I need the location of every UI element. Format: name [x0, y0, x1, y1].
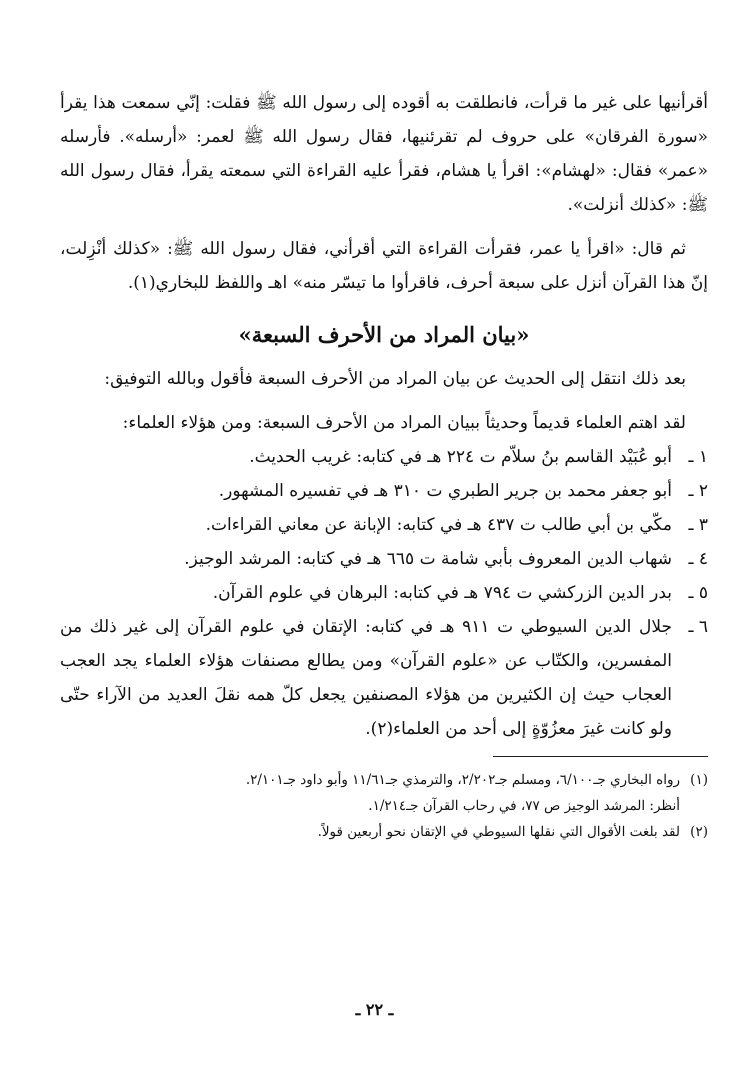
list-item-number: ٦ ـ — [688, 617, 708, 637]
paragraph-4: لقد اهتم العلماء قديماً وحديثاً ببيان المراد من الأحرف السبعة: ومن هؤلاء العلماء: — [122, 413, 686, 433]
footnote-number: (٢) — [690, 824, 708, 840]
list-item-text: شهاب الدين المعروف بأبي شامة ت ٦٦٥ هـ في كتابه: المرشد الوجيز. — [184, 549, 672, 569]
footnote-2 — [60, 819, 708, 845]
footnote-1 — [60, 767, 708, 793]
list-item — [60, 610, 708, 746]
paragraph-3: بعد ذلك انتقل إلى الحديث عن بيان المراد من الأحرف السبعة فأقول وبالله التوفيق: — [104, 369, 686, 389]
footnote-1-continuation: أنظر: المرشد الوجيز ص ٧٧، في رحاب القرآن جـ١/٢١٤. — [368, 798, 680, 814]
paragraph-2: ثم قال: «اقرأ يا عمر، فقرأت القراءة التي أقرأني، فقال رسول الله ﷺ: «كذلك أنْزِلت، إنّ هذا القرآن أنزل على سبعة أحرف، فاقرأوا ما تيسّر منه» اهـ واللفظ للبخاري(١). — [60, 239, 708, 293]
list-item-text: جلال الدين السيوطي ت ٩١١ هـ في كتابه: الإتقان في علوم القرآن إلى غير ذلك من المفسرين، والكتّاب عن «علوم القرآن» ومن يطالع مصنفات هؤلاء العلماء يجد العجب العجاب حيث إن الكثيرين من هؤلاء المصنفين يجعل كلّ همه نقلَ العديد من الآراء حتّى ولو كانت غيرَ معزُوّةٍ إلى أحد من العلماء(٢). — [60, 617, 672, 739]
list-item-text: أبو جعفر محمد بن جرير الطبري ت ٣١٠ هـ في تفسيره المشهور. — [218, 481, 672, 501]
list-item — [60, 576, 708, 610]
page-number: ـ ٢٢ ـ — [355, 1000, 394, 1019]
footnote-number: (١) — [690, 772, 708, 788]
footnote-text: لقد بلغت الأقوال التي نقلها السيوطي في الإتقان نحو أربعين قولاً. — [317, 824, 680, 840]
footnote-divider — [493, 756, 708, 757]
list-item — [60, 440, 708, 474]
list-item — [60, 474, 708, 508]
section-heading: «بيان المراد من الأحرف السبعة» — [238, 322, 530, 347]
list-item-number: ٥ ـ — [688, 583, 708, 603]
list-item-number: ١ ـ — [688, 447, 708, 467]
list-item-number: ٢ ـ — [688, 481, 708, 501]
list-item-text: مكّي بن أبي طالب ت ٤٣٧ هـ في كتابه: الإبانة عن معاني القراءات. — [205, 515, 672, 535]
paragraph-1: أقرأنيها على غير ما قرأت، فانطلقت به أقوده إلى رسول الله ﷺ فقلت: إنّي سمعت هذا يقرأ «سورة الفرقان» على حروف لم تقرئنيها، فقال رسول الله ﷺ لعمر: «أرسله». فأرسله «عمر» فقال: «لهشام»: اقرأ يا هشام، فقرأ عليه القراءة التي سمعته يقرأ، فقال رسول الله ﷺ: «كذلك أنزلت». — [60, 93, 708, 215]
list-item-text: أبو عُبَيْد القاسم بنُ سلاّم ت ٢٢٤ هـ في كتابه: غريب الحديث. — [249, 447, 672, 467]
list-item — [60, 508, 708, 542]
page-body — [60, 86, 708, 845]
footnote-text: رواه البخاري جـ٦/١٠٠، ومسلم جـ٢/٢٠٢، والترمذي جـ١١/٦١ وأبو داود جـ٢/١٠١. — [245, 772, 680, 788]
list-item — [60, 542, 708, 576]
list-item-number: ٣ ـ — [688, 515, 708, 535]
scholars-list — [60, 440, 708, 746]
list-item-number: ٤ ـ — [688, 549, 708, 569]
list-item-text: بدر الدين الزركشي ت ٧٩٤ هـ في كتابه: البرهان في علوم القرآن. — [212, 583, 672, 603]
